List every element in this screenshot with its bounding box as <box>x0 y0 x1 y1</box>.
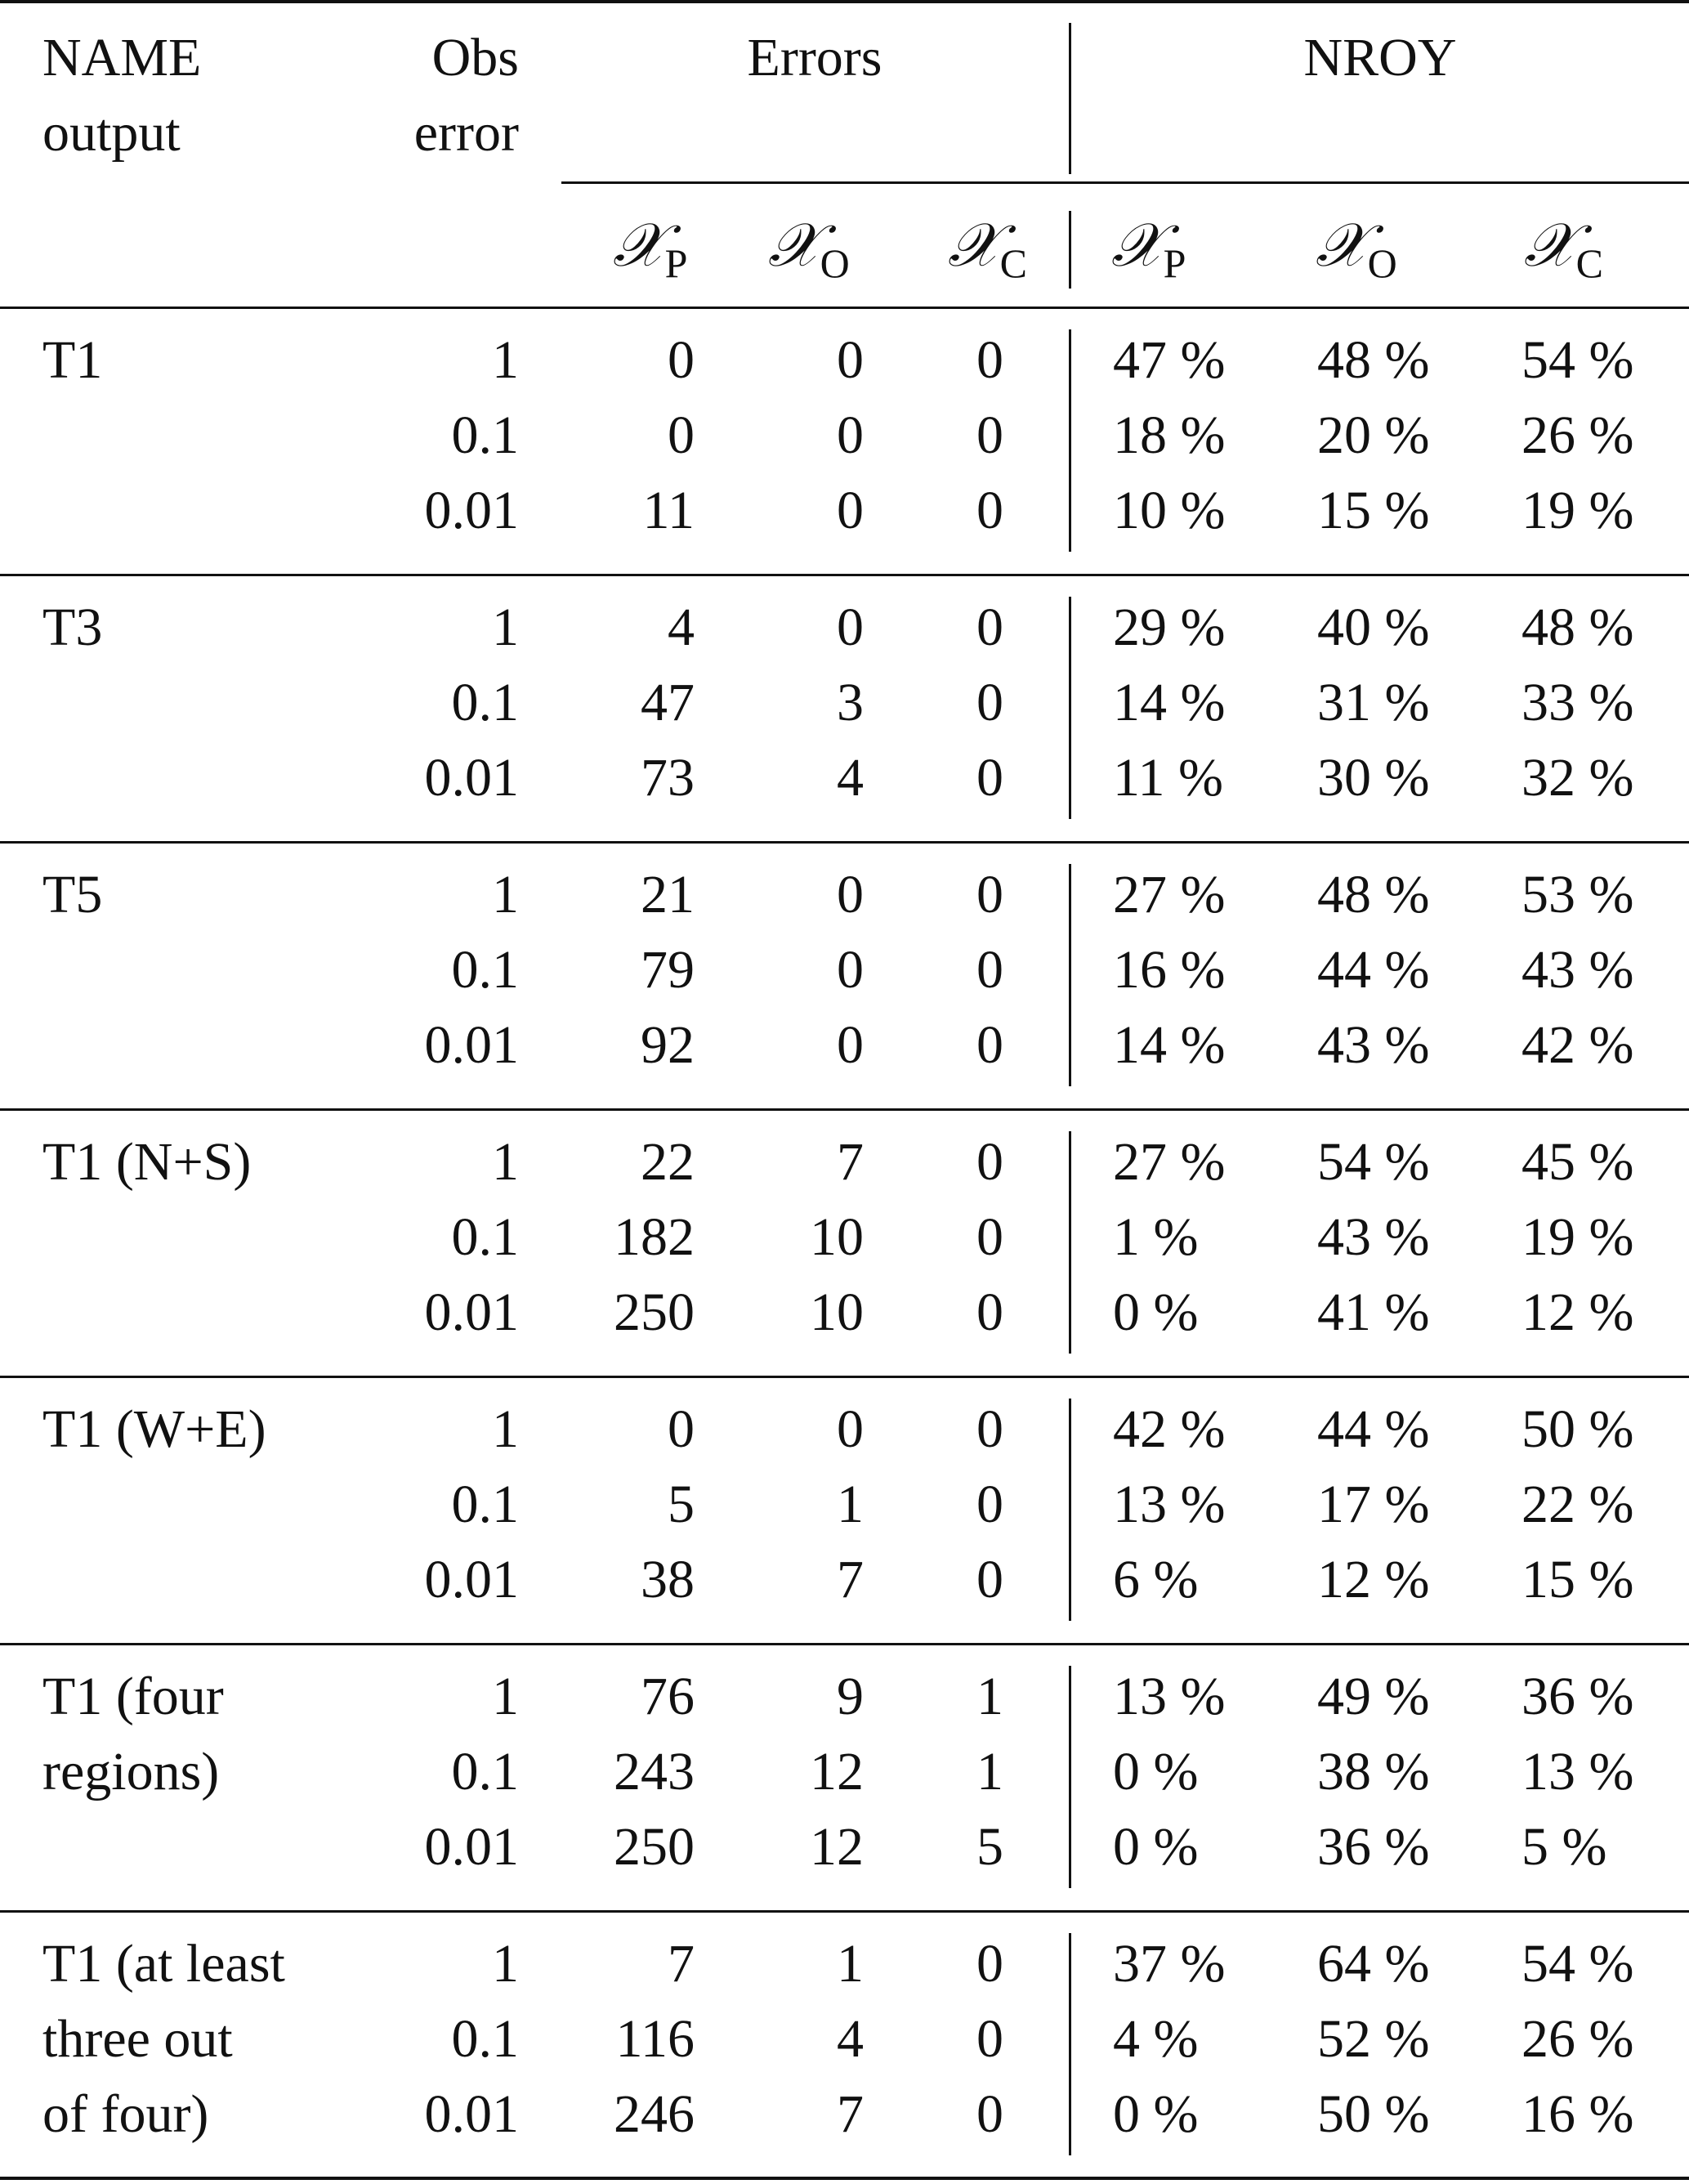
cell-no-6-0: 64 % <box>1317 1934 1430 1994</box>
cell-nc-3-2: 12 % <box>1521 1282 1634 1342</box>
header-vertical-rule-2 <box>1069 211 1071 289</box>
cell-nc-3-0: 45 % <box>1521 1132 1634 1192</box>
cell-np-0-0: 47 % <box>1113 330 1226 390</box>
cell-ec-2-0: 0 <box>976 865 1003 924</box>
group-vertical-rule-2 <box>1069 864 1071 1086</box>
cell-obs-0-2: 0.01 <box>424 481 519 540</box>
cell-no-5-0: 49 % <box>1317 1667 1430 1726</box>
cell-ep-6-2: 246 <box>614 2084 695 2144</box>
cell-np-3-0: 27 % <box>1113 1132 1226 1192</box>
cell-no-1-2: 30 % <box>1317 748 1430 808</box>
cell-np-5-1: 0 % <box>1113 1742 1199 1801</box>
cell-np-4-0: 42 % <box>1113 1399 1226 1459</box>
cell-obs-2-1: 0.1 <box>451 940 519 1000</box>
cell-ep-1-1: 47 <box>641 673 695 732</box>
cell-ec-4-2: 0 <box>976 1550 1003 1609</box>
cell-obs-2-0: 1 <box>492 865 519 924</box>
cell-no-4-2: 12 % <box>1317 1550 1430 1609</box>
cell-eo-6-0: 1 <box>837 1934 864 1994</box>
cell-ep-2-2: 92 <box>641 1015 695 1075</box>
cell-nc-0-0: 54 % <box>1521 330 1634 390</box>
cell-nc-1-0: 48 % <box>1521 597 1634 657</box>
cell-ep-5-2: 250 <box>614 1817 695 1877</box>
cell-no-0-2: 15 % <box>1317 481 1430 540</box>
group-vertical-rule-5 <box>1069 1666 1071 1888</box>
cell-no-5-2: 36 % <box>1317 1817 1430 1877</box>
cell-obs-1-0: 1 <box>492 597 519 657</box>
subheader-chi-errors-p: 𝒳$_P$ <box>613 213 688 286</box>
cell-no-3-1: 43 % <box>1317 1207 1430 1267</box>
cell-no-3-2: 41 % <box>1317 1282 1430 1342</box>
cell-obs-1-2: 0.01 <box>424 748 519 808</box>
cell-obs-4-1: 0.1 <box>451 1475 519 1534</box>
cell-no-5-1: 38 % <box>1317 1742 1430 1801</box>
cell-ec-2-1: 0 <box>976 940 1003 1000</box>
cell-eo-4-1: 1 <box>837 1475 864 1534</box>
cell-ec-1-0: 0 <box>976 597 1003 657</box>
cell-eo-0-1: 0 <box>837 405 864 465</box>
cell-obs-0-0: 1 <box>492 330 519 390</box>
cell-ep-4-1: 5 <box>668 1475 695 1534</box>
cell-ec-4-1: 0 <box>976 1475 1003 1534</box>
cell-ep-5-0: 76 <box>641 1667 695 1726</box>
cell-eo-5-0: 9 <box>837 1667 864 1726</box>
cell-ep-2-0: 21 <box>641 865 695 924</box>
cell-ep-3-2: 250 <box>614 1282 695 1342</box>
cell-obs-6-1: 0.1 <box>451 2009 519 2069</box>
cell-eo-3-0: 7 <box>837 1132 864 1192</box>
cell-ec-5-1: 1 <box>976 1742 1003 1801</box>
cell-obs-3-2: 0.01 <box>424 1282 519 1342</box>
cell-nc-6-0: 54 % <box>1521 1934 1634 1994</box>
group-vertical-rule-3 <box>1069 1131 1071 1354</box>
cell-ec-6-2: 0 <box>976 2084 1003 2144</box>
cell-eo-3-2: 10 <box>810 1282 864 1342</box>
top-rule <box>0 0 1689 3</box>
cell-ec-3-2: 0 <box>976 1282 1003 1342</box>
cell-eo-2-0: 0 <box>837 865 864 924</box>
group-vertical-rule-6 <box>1069 1933 1071 2155</box>
cell-eo-0-0: 0 <box>837 330 864 390</box>
cell-obs-6-0: 1 <box>492 1934 519 1994</box>
cell-eo-1-1: 3 <box>837 673 864 732</box>
cell-np-4-1: 13 % <box>1113 1475 1226 1534</box>
subheader-chi-errors-o: 𝒳$_O$ <box>768 213 850 286</box>
group-name-6-line-0: T1 (at least <box>42 1934 285 1994</box>
cell-ep-0-2: 11 <box>642 481 695 540</box>
cell-nc-3-1: 19 % <box>1521 1207 1634 1267</box>
header-name-line2: output <box>42 103 181 163</box>
cell-eo-6-1: 4 <box>837 2009 864 2069</box>
cell-eo-2-1: 0 <box>837 940 864 1000</box>
cell-ep-0-1: 0 <box>668 405 695 465</box>
header-bottom-rule <box>0 307 1689 309</box>
header-errors: Errors <box>747 28 882 87</box>
group-name-6-line-2: of four) <box>42 2084 209 2144</box>
group-name-6-line-1: three out <box>42 2009 233 2069</box>
cell-ec-6-1: 0 <box>976 2009 1003 2069</box>
cell-nc-2-2: 42 % <box>1521 1015 1634 1075</box>
cell-eo-1-0: 0 <box>837 597 864 657</box>
group-vertical-rule-1 <box>1069 597 1071 819</box>
cell-obs-5-2: 0.01 <box>424 1817 519 1877</box>
group-name-2-line-0: T5 <box>42 865 103 924</box>
cell-eo-0-2: 0 <box>837 481 864 540</box>
cell-ep-1-2: 73 <box>641 748 695 808</box>
cell-ep-3-1: 182 <box>614 1207 695 1267</box>
subheader-chi-nroy-c: 𝒳$_C$ <box>1524 213 1603 286</box>
cell-eo-3-1: 10 <box>810 1207 864 1267</box>
group-name-3-line-0: T1 (N+S) <box>42 1132 252 1192</box>
cell-ec-5-2: 5 <box>976 1817 1003 1877</box>
group-name-0-line-0: T1 <box>42 330 103 390</box>
group-vertical-rule-0 <box>1069 329 1071 552</box>
subheader-chi-nroy-o: 𝒳$_O$ <box>1316 213 1397 286</box>
subheader-chi-errors-c: 𝒳$_C$ <box>948 213 1027 286</box>
group-separator-rule-4 <box>0 1643 1689 1645</box>
cell-eo-5-1: 12 <box>810 1742 864 1801</box>
cell-no-4-1: 17 % <box>1317 1475 1430 1534</box>
group-separator-rule-5 <box>0 1910 1689 1913</box>
cell-obs-6-2: 0.01 <box>424 2084 519 2144</box>
cell-nc-4-0: 50 % <box>1521 1399 1634 1459</box>
group-name-4-line-0: T1 (W+E) <box>42 1399 266 1459</box>
cell-ec-1-2: 0 <box>976 748 1003 808</box>
cell-np-3-2: 0 % <box>1113 1282 1199 1342</box>
cell-ec-1-1: 0 <box>976 673 1003 732</box>
cell-np-6-2: 0 % <box>1113 2084 1199 2144</box>
cell-nc-4-2: 15 % <box>1521 1550 1634 1609</box>
cell-obs-2-2: 0.01 <box>424 1015 519 1075</box>
cell-nc-0-1: 26 % <box>1521 405 1634 465</box>
cell-no-2-2: 43 % <box>1317 1015 1430 1075</box>
cell-np-2-0: 27 % <box>1113 865 1226 924</box>
cell-ec-4-0: 0 <box>976 1399 1003 1459</box>
cell-np-3-1: 1 % <box>1113 1207 1199 1267</box>
cell-obs-4-0: 1 <box>492 1399 519 1459</box>
cell-np-6-1: 4 % <box>1113 2009 1199 2069</box>
cell-ep-3-0: 22 <box>641 1132 695 1192</box>
errors-nroy-cmidrule <box>561 181 1689 184</box>
cell-nc-2-1: 43 % <box>1521 940 1634 1000</box>
cell-nc-4-1: 22 % <box>1521 1475 1634 1534</box>
cell-ep-4-0: 0 <box>668 1399 695 1459</box>
cell-obs-4-2: 0.01 <box>424 1550 519 1609</box>
cell-ep-4-2: 38 <box>641 1550 695 1609</box>
cell-no-1-1: 31 % <box>1317 673 1430 732</box>
cell-nc-5-1: 13 % <box>1521 1742 1634 1801</box>
cell-np-5-0: 13 % <box>1113 1667 1226 1726</box>
group-name-1-line-0: T3 <box>42 597 103 657</box>
cell-np-0-1: 18 % <box>1113 405 1226 465</box>
cell-nc-1-1: 33 % <box>1521 673 1634 732</box>
cell-obs-5-1: 0.1 <box>451 1742 519 1801</box>
cell-obs-1-1: 0.1 <box>451 673 519 732</box>
cell-obs-3-1: 0.1 <box>451 1207 519 1267</box>
cell-nc-6-2: 16 % <box>1521 2084 1634 2144</box>
cell-no-2-1: 44 % <box>1317 940 1430 1000</box>
header-obs-line1: Obs <box>431 28 519 87</box>
cell-nc-1-2: 32 % <box>1521 748 1634 808</box>
group-vertical-rule-4 <box>1069 1399 1071 1621</box>
cell-ec-6-0: 0 <box>976 1934 1003 1994</box>
cell-ep-1-0: 4 <box>668 597 695 657</box>
cell-ep-6-1: 116 <box>615 2009 695 2069</box>
cell-no-2-0: 48 % <box>1317 865 1430 924</box>
bottom-rule <box>0 2177 1689 2180</box>
header-obs-line2: error <box>413 103 519 163</box>
cell-np-2-1: 16 % <box>1113 940 1226 1000</box>
cell-ec-5-0: 1 <box>976 1667 1003 1726</box>
group-name-5-line-1: regions) <box>42 1742 220 1801</box>
cell-ep-5-1: 243 <box>614 1742 695 1801</box>
cell-no-3-0: 54 % <box>1317 1132 1430 1192</box>
subheader-chi-nroy-p: 𝒳$_P$ <box>1111 213 1186 286</box>
header-name-line1: NAME <box>42 28 202 87</box>
cell-eo-1-2: 4 <box>837 748 864 808</box>
cell-obs-5-0: 1 <box>492 1667 519 1726</box>
group-separator-rule-0 <box>0 574 1689 576</box>
cell-np-1-1: 14 % <box>1113 673 1226 732</box>
cell-ep-2-1: 79 <box>641 940 695 1000</box>
cell-no-0-1: 20 % <box>1317 405 1430 465</box>
header-nroy: NROY <box>1303 28 1457 87</box>
cell-ep-6-0: 7 <box>668 1934 695 1994</box>
cell-obs-0-1: 0.1 <box>451 405 519 465</box>
cell-nc-5-2: 5 % <box>1521 1817 1607 1877</box>
cell-ec-0-1: 0 <box>976 405 1003 465</box>
cell-nc-2-0: 53 % <box>1521 865 1634 924</box>
cell-np-1-2: 11 % <box>1113 748 1224 808</box>
cell-eo-4-0: 0 <box>837 1399 864 1459</box>
cell-no-1-0: 40 % <box>1317 597 1430 657</box>
cell-ec-0-2: 0 <box>976 481 1003 540</box>
cell-ec-2-2: 0 <box>976 1015 1003 1075</box>
cell-no-6-2: 50 % <box>1317 2084 1430 2144</box>
group-separator-rule-1 <box>0 841 1689 844</box>
cell-no-4-0: 44 % <box>1317 1399 1430 1459</box>
cell-np-5-2: 0 % <box>1113 1817 1199 1877</box>
group-name-5-line-0: T1 (four <box>42 1667 224 1726</box>
cell-ep-0-0: 0 <box>668 330 695 390</box>
group-separator-rule-2 <box>0 1108 1689 1111</box>
cell-np-2-2: 14 % <box>1113 1015 1226 1075</box>
cell-obs-3-0: 1 <box>492 1132 519 1192</box>
cell-eo-6-2: 7 <box>837 2084 864 2144</box>
cell-no-6-1: 52 % <box>1317 2009 1430 2069</box>
cell-eo-4-2: 7 <box>837 1550 864 1609</box>
cell-ec-3-1: 0 <box>976 1207 1003 1267</box>
cell-eo-5-2: 12 <box>810 1817 864 1877</box>
cell-no-0-0: 48 % <box>1317 330 1430 390</box>
cell-np-6-0: 37 % <box>1113 1934 1226 1994</box>
cell-nc-5-0: 36 % <box>1521 1667 1634 1726</box>
cell-ec-0-0: 0 <box>976 330 1003 390</box>
cell-nc-0-2: 19 % <box>1521 481 1634 540</box>
cell-ec-3-0: 0 <box>976 1132 1003 1192</box>
group-separator-rule-3 <box>0 1376 1689 1378</box>
cell-np-1-0: 29 % <box>1113 597 1226 657</box>
cell-nc-6-1: 26 % <box>1521 2009 1634 2069</box>
cell-eo-2-2: 0 <box>837 1015 864 1075</box>
cell-np-0-2: 10 % <box>1113 481 1226 540</box>
cell-np-4-2: 6 % <box>1113 1550 1199 1609</box>
